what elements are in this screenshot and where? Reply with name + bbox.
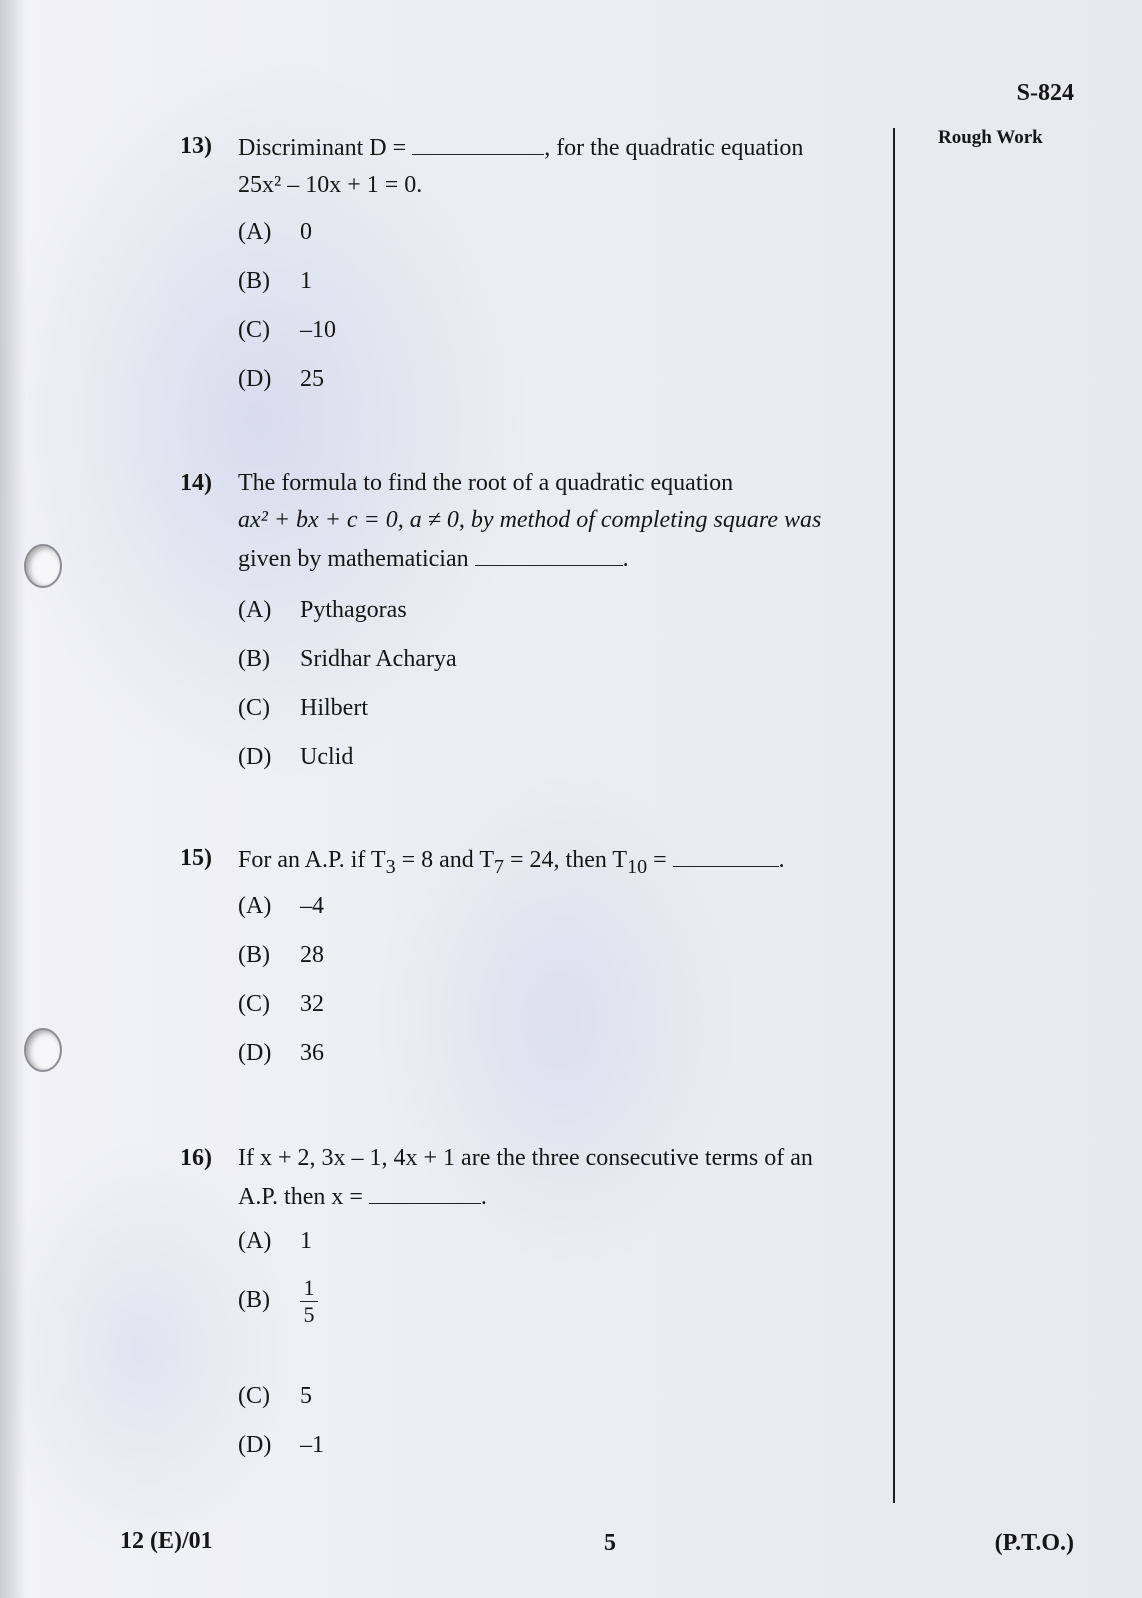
- punch-hole-top: [24, 544, 62, 588]
- paper-code: S-824: [1016, 80, 1074, 106]
- option-d[interactable]: (D) –1: [238, 1432, 324, 1458]
- question-text: If x + 2, 3x – 1, 4x + 1 are the three consecutive terms of an A.P. then x = .: [238, 1145, 813, 1210]
- pto-label: (P.T.O.): [994, 1530, 1074, 1556]
- option-b[interactable]: (B) $\frac{1}{5}$: [238, 1275, 318, 1328]
- option-c[interactable]: (C) 32: [238, 991, 324, 1017]
- answer-blank: [412, 128, 544, 155]
- punch-hole-bottom: [24, 1028, 62, 1072]
- rough-work-label: Rough Work: [938, 127, 1043, 148]
- option-a[interactable]: (A) 1: [238, 1228, 312, 1254]
- page-edge-shadow: [0, 0, 26, 1598]
- option-d[interactable]: (D) 36: [238, 1040, 324, 1066]
- page-number: 5: [604, 1530, 616, 1556]
- answer-blank: [673, 840, 779, 867]
- question-text: The formula to find the root of a quadratic equation ax² + bx + c = 0, a ≠ 0, by method of completing square was given by mathematician .: [238, 470, 822, 572]
- option-b[interactable]: (B) 1: [238, 268, 312, 294]
- equation: 25x² – 10x + 1 = 0.: [238, 172, 423, 198]
- question-number: 13): [180, 133, 212, 159]
- question-text: Discriminant D = , for the quadratic equation 25x² – 10x + 1 = 0.: [238, 128, 888, 204]
- question-text: For an A.P. if $T_3 = 8$ and $T_7 = 24$, then $T_{10}$ = .: [238, 840, 888, 886]
- option-d[interactable]: (D) 25: [238, 366, 324, 392]
- footer-code: 12 (E)/01: [120, 1528, 213, 1554]
- question-14: [180, 465, 888, 770]
- answer-blank: [475, 539, 623, 566]
- rough-work-divider: [893, 128, 895, 1503]
- option-c[interactable]: (C) 5: [238, 1383, 312, 1409]
- fraction: $\frac{1}{5}$: [300, 1275, 318, 1328]
- option-b[interactable]: (B) Sridhar Acharya: [238, 646, 457, 672]
- option-a[interactable]: (A) –4: [238, 893, 324, 919]
- option-b[interactable]: (B) 28: [238, 942, 324, 968]
- question-15: [180, 840, 888, 1066]
- option-d[interactable]: (D) Uclid: [238, 744, 354, 770]
- answer-blank: [369, 1177, 481, 1204]
- option-a[interactable]: (A) Pythagoras: [238, 597, 407, 623]
- option-c[interactable]: (C) Hilbert: [238, 695, 368, 721]
- question-number: 14): [180, 470, 212, 496]
- question-13: [180, 128, 888, 392]
- question-number: 15): [180, 845, 212, 871]
- question-16: [180, 1140, 888, 1458]
- option-c[interactable]: (C) –10: [238, 317, 336, 343]
- question-number: 16): [180, 1145, 212, 1171]
- option-a[interactable]: (A) 0: [238, 219, 312, 245]
